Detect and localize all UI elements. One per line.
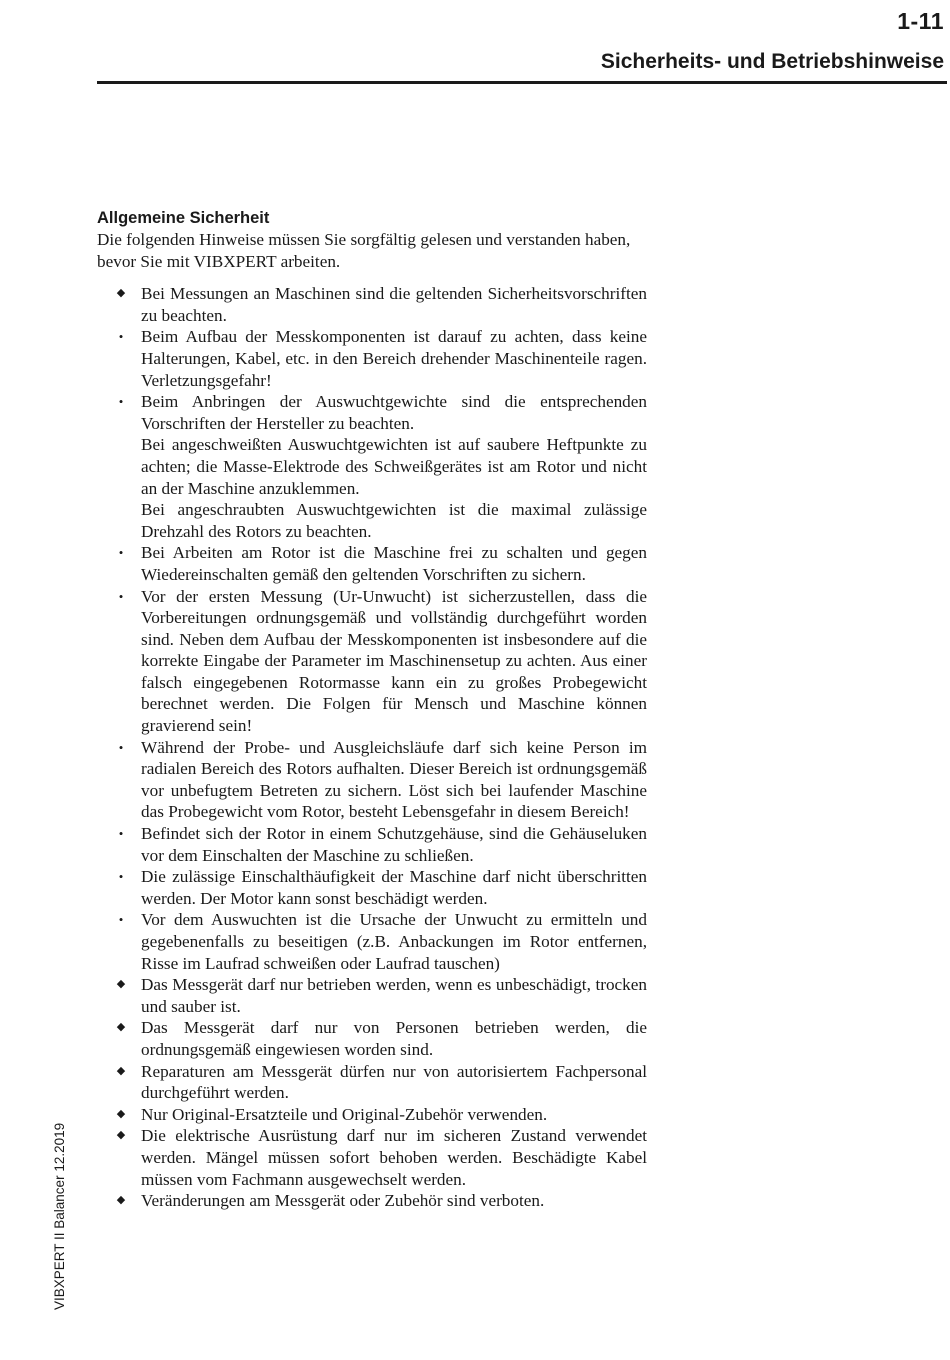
safety-list-item-text: Die elektrische Ausrüstung darf nur im sicheren Zustand verwendet werden. Mängel müssen sofort behoben werden. Beschädigte Kabel müssen vom Fachmann ausgewechselt werden. xyxy=(141,1126,647,1189)
dot-bullet-icon: • xyxy=(118,869,124,885)
chapter-title: Sicherheits- und Betriebshinweise xyxy=(600,50,944,73)
safety-list-item-text: Vor dem Auswuchten ist die Ursache der Unwucht zu ermitteln und gegebenenfalls zu beseitigen (z.B. Anbackungen im Rotor entfernen, Risse im Laufrad schweißen oder Laufrad tauschen) xyxy=(141,910,647,973)
dot-bullet-icon: • xyxy=(118,545,124,561)
safety-list-item-text: Nur Original-Ersatzteile und Original-Zubehör verwenden. xyxy=(141,1104,548,1124)
safety-list-item-text: Bei angeschraubten Auswuchtgewichten ist die maximal zulässige Drehzahl des Rotors zu beachten. xyxy=(141,500,647,541)
section-intro: Die folgenden Hinweise müssen Sie sorgfältig gelesen und verstanden haben, bevor Sie mit VIBXPERT arbeiten. xyxy=(97,230,631,271)
section-title: Allgemeine Sicherheit xyxy=(97,209,270,227)
safety-list-item-text: Bei Messungen an Maschinen sind die geltenden Sicherheitsvorschriften zu beachten. xyxy=(141,284,647,325)
safety-list-item xyxy=(97,866,647,909)
safety-list-item xyxy=(97,823,647,866)
safety-list-item xyxy=(97,909,647,974)
safety-list-item-text: Beim Anbringen der Auswuchtgewichte sind die entsprechenden Vorschriften der Hersteller zu beachten. xyxy=(141,392,647,433)
safety-list-item xyxy=(97,1190,647,1212)
safety-list-item-text: Bei angeschweißten Auswuchtgewichten ist auf saubere Heftpunkte zu achten; die Masse-Elektrode des Schweißgerätes ist am Rotor und nicht an der Maschine anzuklemmen. xyxy=(141,435,647,498)
page-number: 1-11 xyxy=(897,8,944,34)
header-rule xyxy=(97,81,947,84)
diamond-bullet-icon: ◆ xyxy=(116,1021,126,1034)
dot-bullet-icon: • xyxy=(118,394,124,410)
safety-list-item xyxy=(97,326,647,391)
safety-list-item-text: Reparaturen am Messgerät dürfen nur von autorisiertem Fachpersonal durchgeführt werden. xyxy=(141,1061,647,1103)
dot-bullet-icon: • xyxy=(118,739,124,755)
safety-list-item-text: Das Messgerät darf nur von Personen betrieben werden, die ordnungsgemäß eingewiesen worden sind. xyxy=(141,1018,647,1059)
safety-list-item-text: Das Messgerät darf nur betrieben werden, wenn es unbeschädigt, trocken und sauber ist. xyxy=(141,975,647,1016)
safety-list-item xyxy=(97,1017,647,1060)
safety-list-item-text: Vor der ersten Messung (Ur-Unwucht) ist sicherzustellen, dass die Vorbereitungen ordnungsgemäß und vollständig durchgeführt worden sind. Neben dem Aufbau der Messkomponenten ist insbesondere auf die korrekte Eingabe der Parameter im Maschinensetup zu achten. Aus einer falsch eingegebenen Rotormasse kann ein zu großes Probegewicht berechnet werden. Die Folgen für Mensch und Maschine können gravierend sein! xyxy=(141,586,647,736)
dot-bullet-icon: • xyxy=(118,329,124,345)
safety-list-item xyxy=(97,283,647,326)
diamond-bullet-icon: ◆ xyxy=(116,978,126,991)
safety-list-item-text: Bei Arbeiten am Rotor ist die Maschine frei zu schalten und gegen Wiedereinschalten gemäß den geltenden Vorschriften zu sichern. xyxy=(141,543,647,584)
safety-list-item-text: Die zulässige Einschalthäufigkeit der Maschine darf nicht überschritten werden. Der Motor kann sonst beschädigt werden. xyxy=(141,867,647,908)
safety-list-item xyxy=(97,391,647,542)
diamond-bullet-icon: ◆ xyxy=(116,1129,126,1142)
safety-list-item xyxy=(97,542,647,585)
page-content xyxy=(97,207,647,1212)
safety-list-item xyxy=(97,974,647,1017)
safety-list-item xyxy=(97,586,647,737)
safety-list-item-text: Veränderungen am Messgerät oder Zubehör sind verboten. xyxy=(141,1191,545,1211)
safety-list-item-text: Beim Aufbau der Messkomponenten ist darauf zu achten, dass keine Halterungen, Kabel, etc. in den Bereich drehender Maschinenteile ragen. Verletzungsgefahr! xyxy=(141,327,647,390)
safety-list-item xyxy=(97,737,647,823)
safety-list-item xyxy=(97,1125,647,1190)
safety-list-item-text: Befindet sich der Rotor in einem Schutzgehäuse, sind die Gehäuseluken vor dem Einschalten der Maschine zu schließen. xyxy=(141,824,647,865)
safety-list xyxy=(97,283,647,1212)
safety-list-item xyxy=(97,1104,647,1126)
safety-list-item xyxy=(97,1061,647,1104)
diamond-bullet-icon: ◆ xyxy=(116,287,126,300)
dot-bullet-icon: • xyxy=(118,588,124,604)
safety-list-item-text: Während der Probe- und Ausgleichsläufe darf sich keine Person im radialen Bereich des Rotors aufhalten. Dieser Bereich ist ordnungsgemäß vor unbefugtem Betreten zu sichern. Löst sich bei laufender Maschine das Probegewicht vom Rotor, besteht Lebensgefahr in diesem Bereich! xyxy=(141,737,647,822)
diamond-bullet-icon: ◆ xyxy=(116,1064,126,1077)
dot-bullet-icon: • xyxy=(118,912,124,928)
dot-bullet-icon: • xyxy=(118,826,124,842)
diamond-bullet-icon: ◆ xyxy=(116,1107,126,1120)
diamond-bullet-icon: ◆ xyxy=(116,1194,126,1207)
footer-sidebar-label: VIBXPERT II Balancer 12.2019 xyxy=(52,1122,67,1310)
